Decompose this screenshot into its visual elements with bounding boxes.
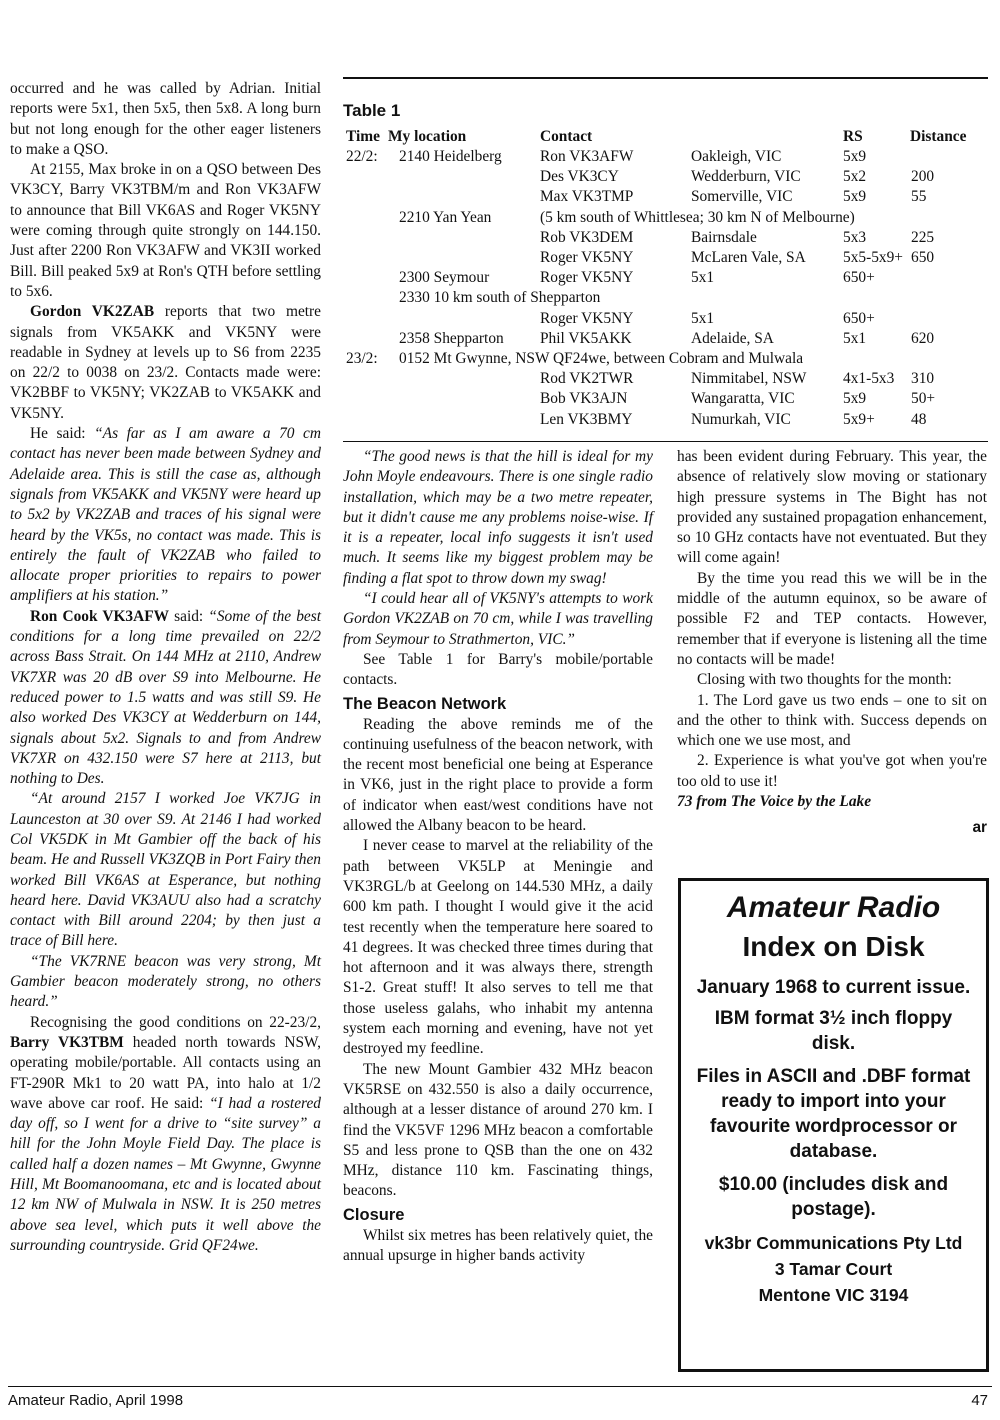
header-distance: Distance (910, 128, 967, 145)
table-cell-dist: 310 (911, 370, 935, 388)
paragraph (10, 952, 321, 1013)
table-cell-qth: Bairnsdale (691, 228, 757, 246)
paragraph: At 2155, Max broke in on a QSO between Des VK3CY, Barry VK3TBM/m and Ron VK3AFW to announce that Bill VK6AS and Roger VK5NY were coming through quite strongly on 144.150. Just after 2200 Ron VK3AFW and VK3II worked Bill. Bill peaked 5x9 at Ron's QTH before settling to 5x6. (10, 161, 321, 300)
table-cell-rs: 5x5-5x9+ (843, 249, 903, 266)
table-cell-date: 23/2: (346, 350, 378, 367)
table-row (343, 369, 988, 389)
ad-date-range: January 1968 to current issue. (696, 977, 971, 998)
paragraph (10, 1013, 321, 1257)
table-cell-dist: 50+ (911, 390, 936, 408)
table-row (343, 268, 988, 288)
table-row (343, 410, 988, 430)
table-cell-loc: 2300 Seymour (399, 269, 490, 287)
paragraph: The new Mount Gambier 432 MHz beacon VK5RSE on 432.550 is also a daily occurrence, although at a lesser distance of around 270 km. I find the VK5VF 1296 MHz beacon a comfortable S5 and less prone to QSB than the one on 432 MHz, distance 110 km. Fascinating things, beacons. (343, 1060, 653, 1200)
quotation: “At around 2157 I worked Joe VK7JG in Launceston at 30 over S9. At 2146 I had worked Col VK5DK in Mt Gambier off the back of his beam. He and Russell VK3ZQB in Port Fairy then worked Bill VK6AS at Esperance, but nothing heard here. David VK3AUU also had a scratchy contact with Bill around 2204; by then just a trace of Bill here. (10, 790, 321, 950)
paragraph-text: reports that two metre signals from VK5AKK and VK5NY were readable in Sydney at levels up to S6 from 2235 on 22/2 to 0038 on 23/2. Contacts made were: VK2BBF to VK5NY; VK2ZAB to VK5AKK and VK5NY. (10, 303, 322, 422)
table-cell-dist: 225 (911, 228, 935, 246)
section-heading-closure: Closure (343, 1205, 405, 1224)
page-number: 47 (971, 1392, 988, 1409)
section-heading-beacon-network: The Beacon Network (343, 694, 507, 713)
table-cell-contact: Des VK3CY (540, 168, 619, 186)
table-row (343, 389, 988, 409)
paragraph: Closing with two thoughts for the month: (697, 671, 952, 689)
table-cell-loc: 0152 Mt Gwynne, NSW QF24we, between Cobram and Mulwala (399, 350, 804, 367)
table-cell-dist: 48 (911, 410, 927, 428)
column-middle (343, 447, 653, 1266)
table-cell-rs: 5x9+ (843, 410, 875, 428)
table-cell-qth: McLaren Vale, SA (691, 249, 806, 266)
table-cell-rs: 650+ (843, 269, 875, 287)
ad-title: Amateur Radio (726, 891, 941, 924)
paragraph: 2. Experience is what you've got when you're too old to use it! (677, 752, 987, 790)
table-cell-qth: Nimmitabel, NSW (691, 370, 807, 388)
table-row (343, 167, 988, 187)
table-row (343, 187, 988, 207)
ad-address-suburb: Mentone VIC 3194 (758, 1285, 909, 1305)
quotation: “As far as I am aware a 70 cm contact has never been made between Sydney and Adelaide area. This is still the case as, although signals from VK5AKK and VK5NY were heard up to 5x2 by VK2ZAB and traces of his signal were heard by the VK5s, no contact was made. This is entirely the fault of VK2ZAB who failed to allocate proper priorities to repairs to power amplifiers at his station.” (10, 425, 321, 605)
table-cell-rs: 5x3 (843, 228, 867, 246)
said-text: said: (169, 607, 209, 625)
table-cell-contact: Roger VK5NY (540, 249, 634, 266)
header-time: Time (346, 128, 380, 145)
table-cell-dist: 55 (911, 188, 927, 206)
table-cell-loc: 2210 Yan Yean (399, 208, 492, 226)
table-row (343, 329, 988, 349)
footer-rule (8, 1386, 992, 1387)
table-row (343, 208, 988, 228)
header-rs: RS (843, 128, 863, 145)
paragraph: 1. The Lord gave us two ends – one to sit on and the other to think with. Success depends on which one we use most, and (677, 691, 987, 750)
table-cell-contact: Bob VK3AJN (540, 390, 628, 408)
table-cell-rs: 5x1 (843, 329, 867, 347)
table-cell-qth: 5x1 (691, 309, 715, 327)
table-cell-rs: 5x9 (843, 390, 867, 408)
table-cell-rs: 4x1-5x3 (843, 370, 895, 388)
paragraph (343, 589, 653, 650)
table-title: Table 1 (343, 101, 401, 120)
table-cell-dist: 650 (911, 249, 935, 266)
table-cell-contact: Len VK3BMY (540, 410, 633, 428)
ad-address-street: 3 Tamar Court (774, 1259, 893, 1279)
table-cell-loc: 2140 Heidelberg (399, 148, 502, 165)
sign-off (677, 792, 987, 812)
quotation: “I had a rostered day off, so I went for a drive to “site survey” a hill for the John Moyle Field Day. The place is called half a dozen names – Mt Gwynne, Gwynne Hill, Mt Boomanoomana, etc and is located about 12 km NW of Mulwala in NSW. It is 250 metres above sea level, which puts it well above the surrounding countryside. Grid QF24we. (10, 1094, 321, 1254)
paragraph: occurred and he was called by Adrian. Initial reports were 5x1, then 5x5, then 5x8. A long burn but not long enough for the other eager listeners to make a QSO. (10, 80, 321, 158)
paragraph-text: Recognising the good conditions on 22-23/2, (30, 1013, 321, 1031)
table-cell-dist: 620 (911, 329, 935, 347)
paragraph (10, 424, 321, 607)
table-cell-dist: 200 (911, 168, 935, 186)
table-row (343, 288, 988, 308)
callsign-lead: Barry VK3TBM (10, 1033, 124, 1051)
paragraph: Whilst six metres has been relatively quiet, the annual upsurge in higher bands activity (343, 1226, 653, 1264)
table-cell-qth: Wangaratta, VIC (691, 390, 795, 408)
header-contact: Contact (540, 128, 593, 145)
ad-format: IBM format 3½ inch floppy disk. (714, 1008, 953, 1054)
table-cell-rs: 5x9 (843, 148, 867, 165)
ad-subtitle: Index on Disk (742, 931, 925, 962)
callsign-lead: Gordon VK2ZAB (30, 303, 155, 321)
footer-publication: Amateur Radio, April 1998 (8, 1392, 184, 1409)
table-cell-date: 22/2: (346, 148, 378, 165)
paragraph (343, 447, 653, 589)
table-cell-qth: Oakleigh, VIC (691, 148, 782, 165)
table-cell-qth: Somerville, VIC (691, 188, 793, 206)
table-cell-contact: Rod VK2TWR (540, 370, 634, 388)
header-location: My location (388, 128, 467, 145)
quotation: “I could hear all of VK5NY's attempts to work Gordon VK2ZAB on 70 cm, while I was travelling from Seymour to Strathmerton, VIC.” (343, 590, 653, 648)
table-1 (343, 77, 988, 442)
sign-off-text: 73 from The Voice by the Lake (677, 793, 872, 811)
ad-price: $10.00 (includes disk and postage). (718, 1174, 949, 1220)
quotation: “The VK7RNE beacon was very strong, Mt Gambier beacon moderately strong, no others heard.” (10, 952, 321, 1011)
end-mark: ar (972, 819, 987, 837)
callsign-lead: Ron Cook VK3AFW (30, 607, 170, 625)
paragraph: By the time you read this we will be in the middle of the autumn equinox, so be aware of possible F2 and TEP contacts. However, remember that if everyone is listening all the time no contacts will be made! (677, 569, 987, 668)
table-cell-rs: 5x2 (843, 168, 867, 186)
said-lead: He said: (30, 425, 95, 443)
table-cell-contact: (5 km south of Whittlesea; 30 km N of Melbourne) (540, 208, 855, 226)
column-right (677, 447, 987, 839)
table-row (343, 309, 988, 329)
table-cell-contact: Roger VK5NY (540, 269, 634, 287)
paragraph: I never cease to marvel at the reliability of the path between VK5LP at Meningie and VK3RGL/b at Geelong on 144.530 MHz, a daily 600 km path. I thought I would give it the acid test recently when the temperature here soared to 41 degrees. It was checked three times during that hot afternoon and it was always there, strength S1-2. Great stuff! It also serves to tell me that those useless galahs, who inhabit my antenna system each morning and evening, have not yet destroyed my feedline. (343, 837, 653, 1058)
column-left (10, 79, 321, 1256)
paragraph: has been evident during February. This year, the absence of relatively slow moving or stationary high pressure systems in The Bight has not provided any sustained propagation enhancement, so 10 GHz contacts have not eventuated. But they will come again! (677, 448, 987, 567)
quotation: “The good news is that the hill is ideal for my John Moyle endeavours. There is one single radio installation, which may be a two metre repeater, but it didn't cause me any problems noise-wise. If it is a repeater, local info suggests it isn't used much. It seems like my biggest problem may be finding a flat spot to throw down my swag! (343, 448, 653, 587)
table-cell-loc: 2358 Shepparton (399, 329, 504, 347)
advertisement-index-on-disk (678, 878, 989, 1372)
table-row (343, 228, 988, 248)
table-header-row (343, 127, 988, 147)
paragraph: See Table 1 for Barry's mobile/portable contacts. (343, 650, 653, 689)
table-cell-rs: 650+ (843, 309, 875, 327)
table-row (343, 248, 988, 268)
table-cell-qth: Numurkah, VIC (691, 410, 791, 428)
paragraph (10, 607, 321, 790)
table-cell-contact: Max VK3TMP (540, 188, 634, 206)
paragraph (10, 302, 321, 424)
table-row (343, 349, 988, 369)
table-cell-contact: Phil VK5AKK (540, 329, 632, 347)
quotation: “Some of the best conditions for a long time prevailed on 22/2 across Bass Strait. On 144 MHz at 2110, Andrew VK7XR was 20 dB over S9 into Melbourne. He reduced power to 1.5 watts and was still S9. He also worked Des VK3CY at Wedderburn on 144, signals about 5x2. Signals to and from Andrew VK7XR on 432.150 were S7 here at 2113, but nothing to Des. (10, 607, 322, 788)
table-cell-qth: 5x1 (691, 269, 715, 287)
table-cell-contact: Roger VK5NY (540, 309, 634, 327)
table-cell-loc: 2330 10 km south of Shepparton (399, 289, 601, 307)
ad-company: vk3br Communications Pty Ltd (704, 1233, 963, 1253)
table-cell-qth: Wedderburn, VIC (691, 168, 801, 186)
table-cell-contact: Ron VK3AFW (540, 148, 634, 165)
ad-files: Files in ASCII and .DBF format ready to import into your favourite wordprocessor or database. (696, 1066, 971, 1162)
table-row (343, 147, 988, 167)
table-cell-qth: Adelaide, SA (691, 329, 774, 347)
paragraph: Reading the above reminds me of the continuing usefulness of the beacon network, with the recent most beneficial one being at Esperance in VK6, just in the right place to provide a form of indicator when east/west conditions have not allowed the Albany beacon to be heard. (343, 715, 653, 835)
table-cell-contact: Rob VK3DEM (540, 228, 634, 246)
paragraph (10, 789, 321, 951)
paragraph-text: headed north towards NSW, operating mobile/portable. All contacts using an FT-290R Mk1 to 20 watt PA, into halo at 1/2 wave above car roof. He said: (10, 1033, 321, 1112)
table-cell-rs: 5x9 (843, 188, 867, 206)
